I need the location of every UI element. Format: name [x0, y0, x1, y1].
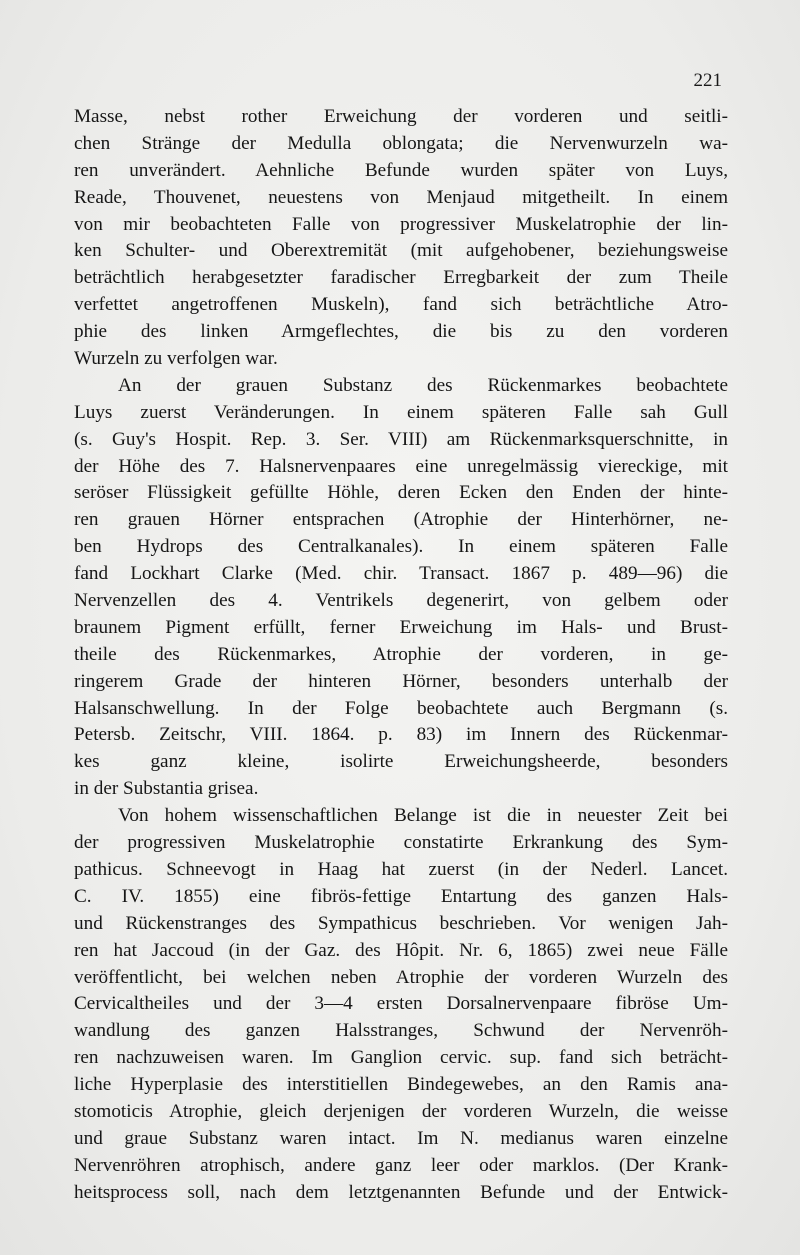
text-line: Nervenzellen des 4. Ventrikels degenerirt, von gelbem oder	[74, 590, 728, 612]
text-line: Reade, Thouvenet, neuestens von Menjaud mitgetheilt. In einem	[74, 186, 728, 208]
text-line: braunem Pigment erfüllt, ferner Erweichung im Hals- und Brust-	[74, 616, 728, 638]
text-line: von mir beobachteten Falle von progressiver Muskelatrophie der lin-	[74, 213, 728, 235]
text-line: Nervenröhren atrophisch, andere ganz leer oder marklos. (Der Krank-	[74, 1154, 728, 1176]
text-line: und graue Substanz waren intact. Im N. medianus waren einzelne	[74, 1127, 728, 1149]
text-line: Von hohem wissenschaftlichen Belange ist die in neuester Zeit bei	[118, 805, 728, 827]
page-number: 221	[693, 70, 722, 91]
text-line: theile des Rückenmarkes, Atrophie der vorderen, in ge-	[74, 643, 728, 665]
text-line: pathicus. Schneevogt in Haag hat zuerst (in der Nederl. Lancet.	[74, 858, 728, 880]
text-line: fand Lockhart Clarke (Med. chir. Transact. 1867 p. 489—96) die	[74, 563, 728, 585]
text-line: seröser Flüssigkeit gefüllte Höhle, deren Ecken den Enden der hinte-	[74, 482, 728, 504]
text-line: (s. Guy's Hospit. Rep. 3. Ser. VIII) am Rückenmarksquerschnitte, in	[74, 428, 728, 450]
text-line: beträchtlich herabgesetzter faradischer Erregbarkeit der zum Theile	[74, 267, 728, 289]
text-line: An der grauen Substanz des Rückenmarkes beobachtete	[118, 374, 728, 396]
text-line: ren grauen Hörner entsprachen (Atrophie der Hinterhörner, ne-	[74, 509, 728, 531]
text-line: der Höhe des 7. Halsnervenpaares eine unregelmässig viereckige, mit	[74, 455, 728, 477]
text-line: C. IV. 1855) eine fibrös-fettige Entartung des ganzen Hals-	[74, 885, 728, 907]
text-line: und Rückenstranges des Sympathicus beschrieben. Vor wenigen Jah-	[74, 912, 728, 934]
text-line: Wurzeln zu verfolgen war.	[74, 348, 278, 370]
text-line: veröffentlicht, bei welchen neben Atrophie der vorderen Wurzeln des	[74, 966, 728, 988]
text-line: liche Hyperplasie des interstitiellen Bindegewebes, an den Ramis ana-	[74, 1074, 728, 1096]
text-line: wandlung des ganzen Halsstranges, Schwund der Nervenröh-	[74, 1020, 728, 1042]
text-line: Masse, nebst rother Erweichung der vorderen und seitli-	[74, 106, 728, 127]
text-line: ren unverändert. Aehnliche Befunde wurden später von Luys,	[74, 159, 728, 181]
text-line: stomoticis Atrophie, gleich derjenigen der vorderen Wurzeln, die weisse	[74, 1100, 728, 1122]
text-line: phie des linken Armgeflechtes, die bis zu den vorderen	[74, 321, 728, 343]
text-line: Cervicaltheiles und der 3—4 ersten Dorsalnervenpaare fibröse Um-	[74, 993, 728, 1015]
text-line: ben Hydrops des Centralkanales). In einem späteren Falle	[74, 536, 728, 558]
text-line: Halsanschwellung. In der Folge beobachtete auch Bergmann (s.	[74, 697, 728, 719]
text-line: in der Substantia grisea.	[74, 778, 259, 800]
body-text	[74, 104, 728, 1207]
text-line: chen Stränge der Medulla oblongata; die Nervenwurzeln wa-	[74, 132, 728, 154]
text-line: ken Schulter- und Oberextremität (mit aufgehobener, beziehungsweise	[74, 240, 728, 262]
text-line: Petersb. Zeitschr, VIII. 1864. p. 83) im Innern des Rückenmar-	[74, 724, 728, 746]
text-line: ren hat Jaccoud (in der Gaz. des Hôpit. Nr. 6, 1865) zwei neue Fälle	[74, 939, 728, 961]
text-line: der progressiven Muskelatrophie constatirte Erkrankung des Sym-	[74, 832, 728, 854]
text-line: ren nachzuweisen waren. Im Ganglion cervic. sup. fand sich beträcht-	[74, 1047, 728, 1069]
text-line: kes ganz kleine, isolirte Erweichungsheerde, besonders	[74, 751, 728, 773]
text-line: ringerem Grade der hinteren Hörner, besonders unterhalb der	[74, 670, 728, 692]
text-line: heitsprocess soll, nach dem letztgenannten Befunde und der Entwick-	[74, 1181, 728, 1203]
text-line: verfettet angetroffenen Muskeln), fand sich beträchtliche Atro-	[74, 294, 728, 316]
text-line: Luys zuerst Veränderungen. In einem späteren Falle sah Gull	[74, 401, 728, 423]
